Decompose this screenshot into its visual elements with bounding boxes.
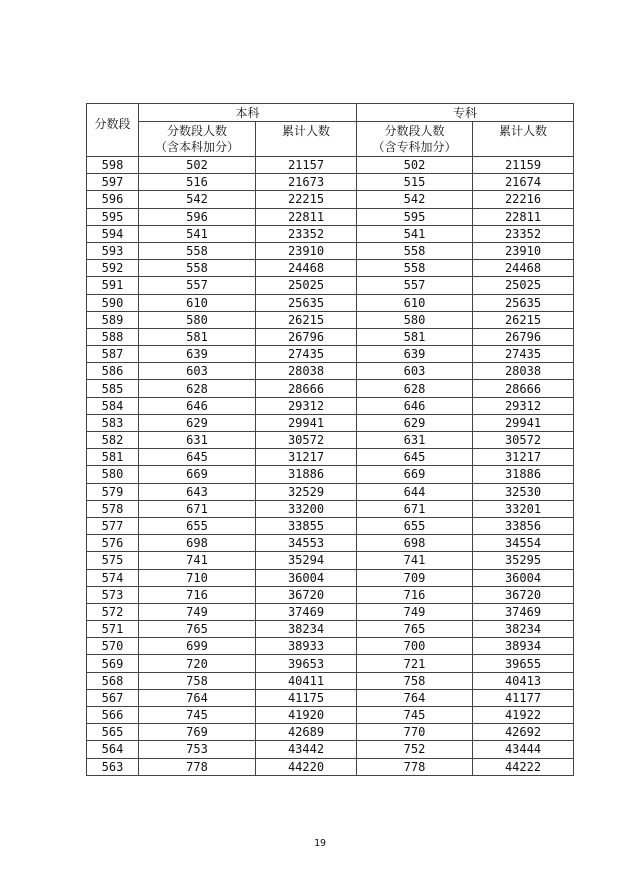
zhuanke-group-header: 专科 [357, 104, 574, 122]
score-distribution-table [86, 103, 574, 776]
zhuanke-count-cell: 631 [357, 432, 473, 449]
benke-count-cell: 542 [139, 191, 256, 208]
zhuanke-count-cell: 758 [357, 672, 473, 689]
zhuanke-cumulative-cell: 24468 [473, 260, 574, 277]
table-row [87, 277, 574, 294]
zhuanke-count-cell: 655 [357, 517, 473, 534]
zhuanke-cumulative-cell: 28666 [473, 380, 574, 397]
zhuanke-cumulative-cell: 25635 [473, 294, 574, 311]
zhuanke-cumulative-cell: 25025 [473, 277, 574, 294]
zhuanke-cumulative-cell: 22216 [473, 191, 574, 208]
score-cell: 564 [87, 741, 139, 758]
benke-cumulative-cell: 25025 [256, 277, 357, 294]
zhuanke-cumulative-cell: 33856 [473, 517, 574, 534]
score-cell: 589 [87, 311, 139, 328]
benke-cumulative-cell: 33855 [256, 517, 357, 534]
benke-count-cell: 596 [139, 208, 256, 225]
benke-count-cell: 557 [139, 277, 256, 294]
score-cell: 573 [87, 586, 139, 603]
zhuanke-cumulative-cell: 39655 [473, 655, 574, 672]
benke-cumulative-cell: 31217 [256, 449, 357, 466]
zhuanke-count-cell: 700 [357, 638, 473, 655]
benke-count-cell: 646 [139, 397, 256, 414]
zhuanke-count-cell: 778 [357, 758, 473, 775]
benke-cumulative-cell: 33200 [256, 500, 357, 517]
score-cell: 572 [87, 603, 139, 620]
benke-count-cell: 603 [139, 363, 256, 380]
benke-cumulative-cell: 36720 [256, 586, 357, 603]
table-row [87, 466, 574, 483]
zhuanke-cumulative-cell: 40413 [473, 672, 574, 689]
zhuanke-count-cell: 698 [357, 535, 473, 552]
zhuanke-count-cell: 515 [357, 174, 473, 191]
table-row [87, 449, 574, 466]
table-row [87, 414, 574, 431]
zhuanke-cumulative-cell: 37469 [473, 603, 574, 620]
score-cell: 595 [87, 208, 139, 225]
benke-count-cell: 558 [139, 242, 256, 259]
score-cell: 571 [87, 621, 139, 638]
benke-count-cell: 765 [139, 621, 256, 638]
zhuanke-cumulative-cell: 21159 [473, 157, 574, 174]
zhuanke-count-cell: 639 [357, 346, 473, 363]
benke-count-cell: 699 [139, 638, 256, 655]
benke-count-cell: 639 [139, 346, 256, 363]
score-cell: 585 [87, 380, 139, 397]
benke-cumulative-cell: 29312 [256, 397, 357, 414]
benke-cumulative-cell: 42689 [256, 724, 357, 741]
benke-cumulative-cell: 23910 [256, 242, 357, 259]
zhuanke-count-cell: 558 [357, 260, 473, 277]
table-row [87, 741, 574, 758]
zhuanke-count-header: 分数段人数 （含专科加分） [357, 122, 473, 157]
benke-count-cell: 745 [139, 707, 256, 724]
zhuanke-cumulative-cell: 26215 [473, 311, 574, 328]
benke-count-cell: 645 [139, 449, 256, 466]
table-row [87, 707, 574, 724]
score-cell: 593 [87, 242, 139, 259]
table-row [87, 689, 574, 706]
zhuanke-cumulative-cell: 36720 [473, 586, 574, 603]
benke-count-cell: 720 [139, 655, 256, 672]
benke-count-cell: 502 [139, 157, 256, 174]
benke-count-cell: 629 [139, 414, 256, 431]
zhuanke-cumulative-cell: 32530 [473, 483, 574, 500]
benke-count-cell: 671 [139, 500, 256, 517]
benke-cumulative-cell: 44220 [256, 758, 357, 775]
score-cell: 598 [87, 157, 139, 174]
benke-count-cell: 749 [139, 603, 256, 620]
table-row [87, 294, 574, 311]
score-cell: 586 [87, 363, 139, 380]
benke-count-cell: 741 [139, 552, 256, 569]
score-cell: 577 [87, 517, 139, 534]
table-row [87, 586, 574, 603]
zhuanke-count-cell: 752 [357, 741, 473, 758]
table-row [87, 225, 574, 242]
zhuanke-cumulative-cell: 38234 [473, 621, 574, 638]
benke-cumulative-cell: 28038 [256, 363, 357, 380]
benke-cumulative-cell: 28666 [256, 380, 357, 397]
table-row [87, 432, 574, 449]
zhuanke-cumulative-cell: 36004 [473, 569, 574, 586]
zhuanke-cumulative-cell: 23910 [473, 242, 574, 259]
benke-cumulative-cell: 39653 [256, 655, 357, 672]
score-cell: 591 [87, 277, 139, 294]
zhuanke-count-cell: 610 [357, 294, 473, 311]
zhuanke-cumulative-cell: 21674 [473, 174, 574, 191]
benke-cumulative-cell: 21157 [256, 157, 357, 174]
zhuanke-cumulative-cell: 27435 [473, 346, 574, 363]
zhuanke-cumulative-cell: 38934 [473, 638, 574, 655]
score-cell: 567 [87, 689, 139, 706]
zhuanke-cumulative-cell: 35295 [473, 552, 574, 569]
benke-group-header: 本科 [139, 104, 357, 122]
benke-cumulative-cell: 38933 [256, 638, 357, 655]
table-row [87, 260, 574, 277]
zhuanke-count-cell: 671 [357, 500, 473, 517]
zhuanke-cumulative-cell: 28038 [473, 363, 574, 380]
zhuanke-count-cell: 542 [357, 191, 473, 208]
benke-count-header: 分数段人数 （含本科加分） [139, 122, 256, 157]
benke-cumulative-header: 累计人数 [256, 122, 357, 157]
table-row [87, 380, 574, 397]
score-cell: 596 [87, 191, 139, 208]
benke-count-cell: 698 [139, 535, 256, 552]
score-cell: 587 [87, 346, 139, 363]
zhuanke-cumulative-cell: 22811 [473, 208, 574, 225]
score-cell: 576 [87, 535, 139, 552]
page-number: 19 [313, 838, 327, 849]
table-row [87, 535, 574, 552]
zhuanke-count-cell: 645 [357, 449, 473, 466]
benke-count-cell: 710 [139, 569, 256, 586]
table-row [87, 500, 574, 517]
zhuanke-count-cell: 741 [357, 552, 473, 569]
zhuanke-count-cell: 580 [357, 311, 473, 328]
zhuanke-cumulative-cell: 33201 [473, 500, 574, 517]
zhuanke-count-cell: 644 [357, 483, 473, 500]
benke-cumulative-cell: 22811 [256, 208, 357, 225]
table-row [87, 517, 574, 534]
table-row [87, 397, 574, 414]
benke-count-cell: 580 [139, 311, 256, 328]
score-cell: 590 [87, 294, 139, 311]
benke-cumulative-cell: 38234 [256, 621, 357, 638]
benke-cumulative-cell: 43442 [256, 741, 357, 758]
benke-cumulative-cell: 36004 [256, 569, 357, 586]
zhuanke-count-cell: 765 [357, 621, 473, 638]
benke-cumulative-cell: 29941 [256, 414, 357, 431]
score-cell: 583 [87, 414, 139, 431]
score-cell: 582 [87, 432, 139, 449]
zhuanke-count-cell: 502 [357, 157, 473, 174]
zhuanke-count-cell: 595 [357, 208, 473, 225]
zhuanke-count-cell: 709 [357, 569, 473, 586]
zhuanke-cumulative-cell: 30572 [473, 432, 574, 449]
score-cell: 580 [87, 466, 139, 483]
score-cell: 578 [87, 500, 139, 517]
benke-count-cell: 778 [139, 758, 256, 775]
zhuanke-cumulative-cell: 44222 [473, 758, 574, 775]
score-cell: 568 [87, 672, 139, 689]
benke-cumulative-cell: 41920 [256, 707, 357, 724]
benke-count-cell: 610 [139, 294, 256, 311]
score-cell: 570 [87, 638, 139, 655]
benke-cumulative-cell: 23352 [256, 225, 357, 242]
table-row [87, 655, 574, 672]
score-cell: 574 [87, 569, 139, 586]
table-row [87, 328, 574, 345]
benke-count-cell: 628 [139, 380, 256, 397]
zhuanke-cumulative-cell: 43444 [473, 741, 574, 758]
zhuanke-count-cell: 646 [357, 397, 473, 414]
benke-cumulative-cell: 24468 [256, 260, 357, 277]
benke-count-cell: 558 [139, 260, 256, 277]
zhuanke-cumulative-cell: 31217 [473, 449, 574, 466]
benke-cumulative-cell: 27435 [256, 346, 357, 363]
benke-count-cell: 764 [139, 689, 256, 706]
zhuanke-cumulative-cell: 34554 [473, 535, 574, 552]
zhuanke-cumulative-cell: 26796 [473, 328, 574, 345]
zhuanke-cumulative-header: 累计人数 [473, 122, 574, 157]
table-row [87, 242, 574, 259]
zhuanke-count-cell: 770 [357, 724, 473, 741]
score-cell: 588 [87, 328, 139, 345]
benke-count-cell: 541 [139, 225, 256, 242]
benke-cumulative-cell: 35294 [256, 552, 357, 569]
benke-count-cell: 631 [139, 432, 256, 449]
benke-cumulative-cell: 37469 [256, 603, 357, 620]
benke-cumulative-cell: 34553 [256, 535, 357, 552]
zhuanke-count-cell: 541 [357, 225, 473, 242]
benke-cumulative-cell: 40411 [256, 672, 357, 689]
table-row [87, 191, 574, 208]
benke-cumulative-cell: 31886 [256, 466, 357, 483]
table-row [87, 363, 574, 380]
zhuanke-count-cell: 628 [357, 380, 473, 397]
zhuanke-cumulative-cell: 41177 [473, 689, 574, 706]
benke-count-cell: 716 [139, 586, 256, 603]
score-cell: 563 [87, 758, 139, 775]
table-row [87, 672, 574, 689]
zhuanke-count-cell: 745 [357, 707, 473, 724]
benke-count-cell: 643 [139, 483, 256, 500]
zhuanke-cumulative-cell: 23352 [473, 225, 574, 242]
score-cell: 592 [87, 260, 139, 277]
benke-count-cell: 758 [139, 672, 256, 689]
benke-cumulative-cell: 30572 [256, 432, 357, 449]
score-cell: 565 [87, 724, 139, 741]
score-cell: 579 [87, 483, 139, 500]
zhuanke-cumulative-cell: 29312 [473, 397, 574, 414]
table-row [87, 638, 574, 655]
zhuanke-count-cell: 716 [357, 586, 473, 603]
zhuanke-count-cell: 721 [357, 655, 473, 672]
zhuanke-count-cell: 749 [357, 603, 473, 620]
zhuanke-cumulative-cell: 42692 [473, 724, 574, 741]
zhuanke-count-cell: 764 [357, 689, 473, 706]
zhuanke-cumulative-cell: 31886 [473, 466, 574, 483]
benke-count-cell: 753 [139, 741, 256, 758]
table-row [87, 483, 574, 500]
zhuanke-cumulative-cell: 41922 [473, 707, 574, 724]
benke-cumulative-cell: 26215 [256, 311, 357, 328]
score-cell: 566 [87, 707, 139, 724]
score-cell: 575 [87, 552, 139, 569]
table-row [87, 552, 574, 569]
benke-cumulative-cell: 41175 [256, 689, 357, 706]
benke-cumulative-cell: 21673 [256, 174, 357, 191]
score-cell: 584 [87, 397, 139, 414]
score-table-body [87, 157, 574, 776]
table-row [87, 208, 574, 225]
zhuanke-count-cell: 669 [357, 466, 473, 483]
benke-cumulative-cell: 32529 [256, 483, 357, 500]
score-range-header: 分数段 [87, 104, 139, 157]
table-row [87, 569, 574, 586]
table-row [87, 603, 574, 620]
benke-count-cell: 769 [139, 724, 256, 741]
zhuanke-cumulative-cell: 29941 [473, 414, 574, 431]
score-cell: 581 [87, 449, 139, 466]
table-row [87, 758, 574, 775]
table-row [87, 621, 574, 638]
zhuanke-count-cell: 558 [357, 242, 473, 259]
zhuanke-count-cell: 603 [357, 363, 473, 380]
score-cell: 569 [87, 655, 139, 672]
score-cell: 594 [87, 225, 139, 242]
table-row [87, 724, 574, 741]
table-row [87, 174, 574, 191]
benke-cumulative-cell: 26796 [256, 328, 357, 345]
zhuanke-count-cell: 629 [357, 414, 473, 431]
zhuanke-count-cell: 581 [357, 328, 473, 345]
benke-count-cell: 581 [139, 328, 256, 345]
table-row [87, 311, 574, 328]
benke-count-cell: 516 [139, 174, 256, 191]
score-cell: 597 [87, 174, 139, 191]
benke-count-cell: 655 [139, 517, 256, 534]
table-row [87, 157, 574, 174]
table-row [87, 346, 574, 363]
zhuanke-count-cell: 557 [357, 277, 473, 294]
benke-count-cell: 669 [139, 466, 256, 483]
benke-cumulative-cell: 22215 [256, 191, 357, 208]
benke-cumulative-cell: 25635 [256, 294, 357, 311]
